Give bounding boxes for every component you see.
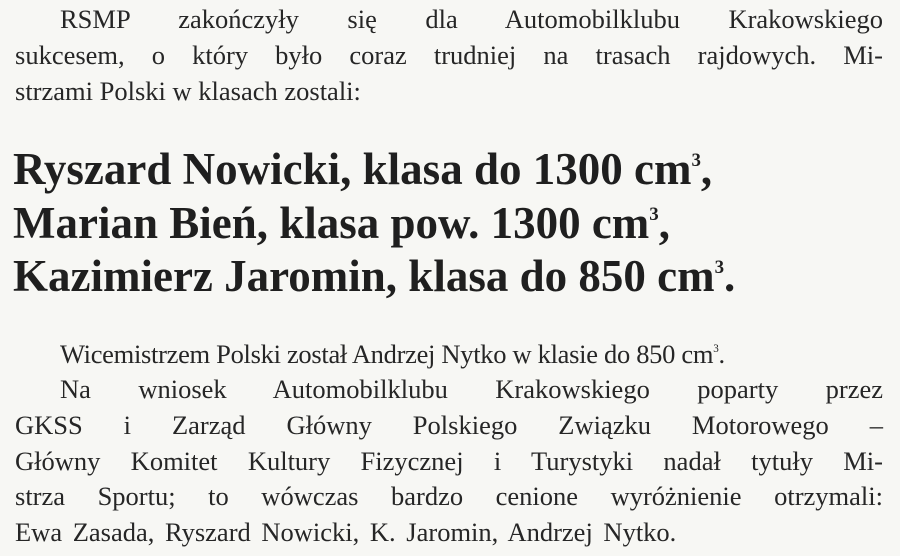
text-line: Na wniosek Automobilklubu Krakowskiego poparty przez	[60, 374, 883, 404]
champion-line: Ryszard Nowicki, klasa do 1300 $cm^3$,	[13, 144, 713, 194]
text-line: Główny Komitet Kultury Fizycznej i Turystyki nadał tytuły Mi-	[15, 446, 883, 476]
vice-champion-line: Wicemistrzem Polski został Andrzej Nytko w klasie do 850 $cm^3$.	[60, 339, 725, 369]
text-line: Ewa Zasada, Ryszard Nowicki, K. Jaromin, Andrzej Nytko.	[15, 517, 677, 547]
text-line: sukcesem, o który było coraz trudniej na trasach rajdowych. Mi-	[15, 40, 883, 70]
text-line: strza Sportu; to wówczas bardzo cenione wyróżnienie otrzymali:	[15, 481, 883, 511]
champion-line: Kazimierz Jaromin, klasa do 850 $cm^3$.	[13, 251, 736, 301]
text-line: strzami Polski w klasach zostali:	[15, 76, 361, 106]
champion-line: Marian Bień, klasa pow. 1300 $cm^3$,	[13, 198, 670, 248]
text-line: RSMP zakończyły się dla Automobilklubu Krakowskiego	[60, 4, 883, 34]
text-line: GKSS i Zarząd Główny Polskiego Związku Motorowego –	[15, 410, 883, 440]
